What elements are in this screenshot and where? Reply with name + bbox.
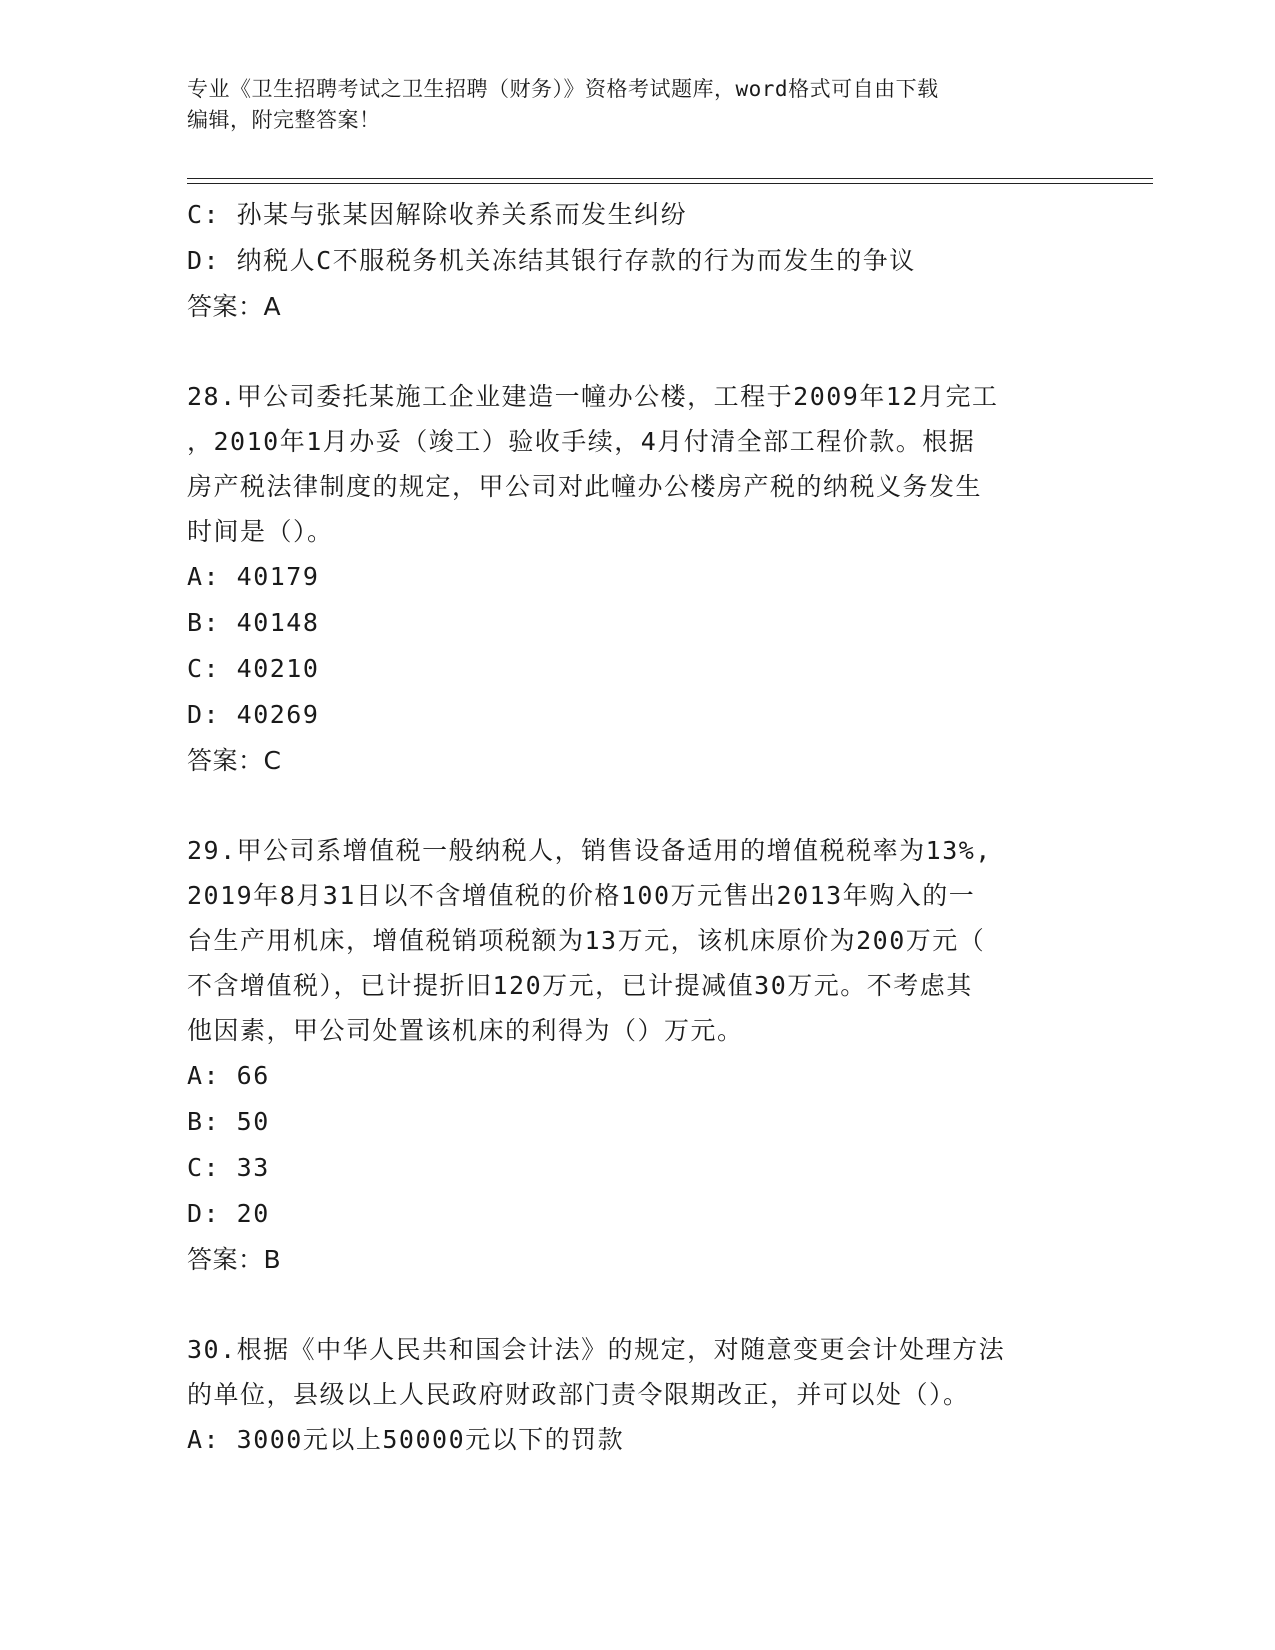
stem-line: 29.甲公司系增值税一般纳税人，销售设备适用的增值税税率为13%,: [187, 836, 992, 865]
stem-line: 时间是（）。: [187, 517, 334, 546]
question-stem: [187, 374, 1087, 554]
option-b: B: 40148: [187, 608, 320, 637]
stem-line: 不含增值税），已计提折旧120万元，已计提减值30万元。不考虑其: [187, 971, 973, 1000]
option-a: A: 3000元以上50000元以下的罚款: [187, 1425, 625, 1454]
option-d: D: 纳税人C不服税务机关冻结其银行存款的行为而发生的争议: [187, 246, 916, 275]
answer: 答案：B: [187, 1245, 282, 1274]
option-b: B: 50: [187, 1107, 270, 1136]
header-line-2: 编辑，附完整答案！: [187, 108, 381, 132]
question-30: [187, 1327, 1087, 1463]
page-header: [187, 74, 1087, 136]
stem-line: 他因素，甲公司处置该机床的利得为（）万元。: [187, 1016, 744, 1045]
stem-line: 房产税法律制度的规定，甲公司对此幢办公楼房产税的纳税义务发生: [187, 472, 983, 501]
stem-line: 2019年8月31日以不含增值税的价格100万元售出2013年购入的一: [187, 881, 976, 910]
previous-question-tail: [187, 192, 1087, 330]
option-a: A: 66: [187, 1061, 270, 1090]
option-d: D: 20: [187, 1199, 270, 1228]
option-c: C: 孙某与张某因解除收养关系而发生纠纷: [187, 200, 688, 229]
question-29: [187, 828, 1087, 1283]
option-d: D: 40269: [187, 700, 320, 729]
stem-line: 30.根据《中华人民共和国会计法》的规定，对随意变更会计处理方法: [187, 1335, 1006, 1364]
option-c: C: 33: [187, 1153, 270, 1182]
header-line-1: 专业《卫生招聘考试之卫生招聘（财务）》资格考试题库，word格式可自由下载: [187, 77, 939, 101]
question-content: [187, 192, 1087, 1463]
question-stem: [187, 1327, 1087, 1417]
stem-line: ，2010年1月办妥（竣工）验收手续，4月付清全部工程价款。根据: [187, 427, 976, 456]
header-divider-top: [187, 178, 1153, 179]
question-28: [187, 374, 1087, 784]
answer: 答案：A: [187, 292, 282, 321]
header-divider-bottom: [187, 183, 1153, 184]
option-c: C: 40210: [187, 654, 320, 683]
stem-line: 台生产用机床，增值税销项税额为13万元，该机床原价为200万元（: [187, 926, 986, 955]
answer: 答案：C: [187, 746, 282, 775]
question-stem: [187, 828, 1087, 1053]
stem-line: 的单位，县级以上人民政府财政部门责令限期改正，并可以处（）。: [187, 1380, 970, 1409]
stem-line: 28.甲公司委托某施工企业建造一幢办公楼，工程于2009年12月完工: [187, 382, 999, 411]
option-a: A: 40179: [187, 562, 320, 591]
